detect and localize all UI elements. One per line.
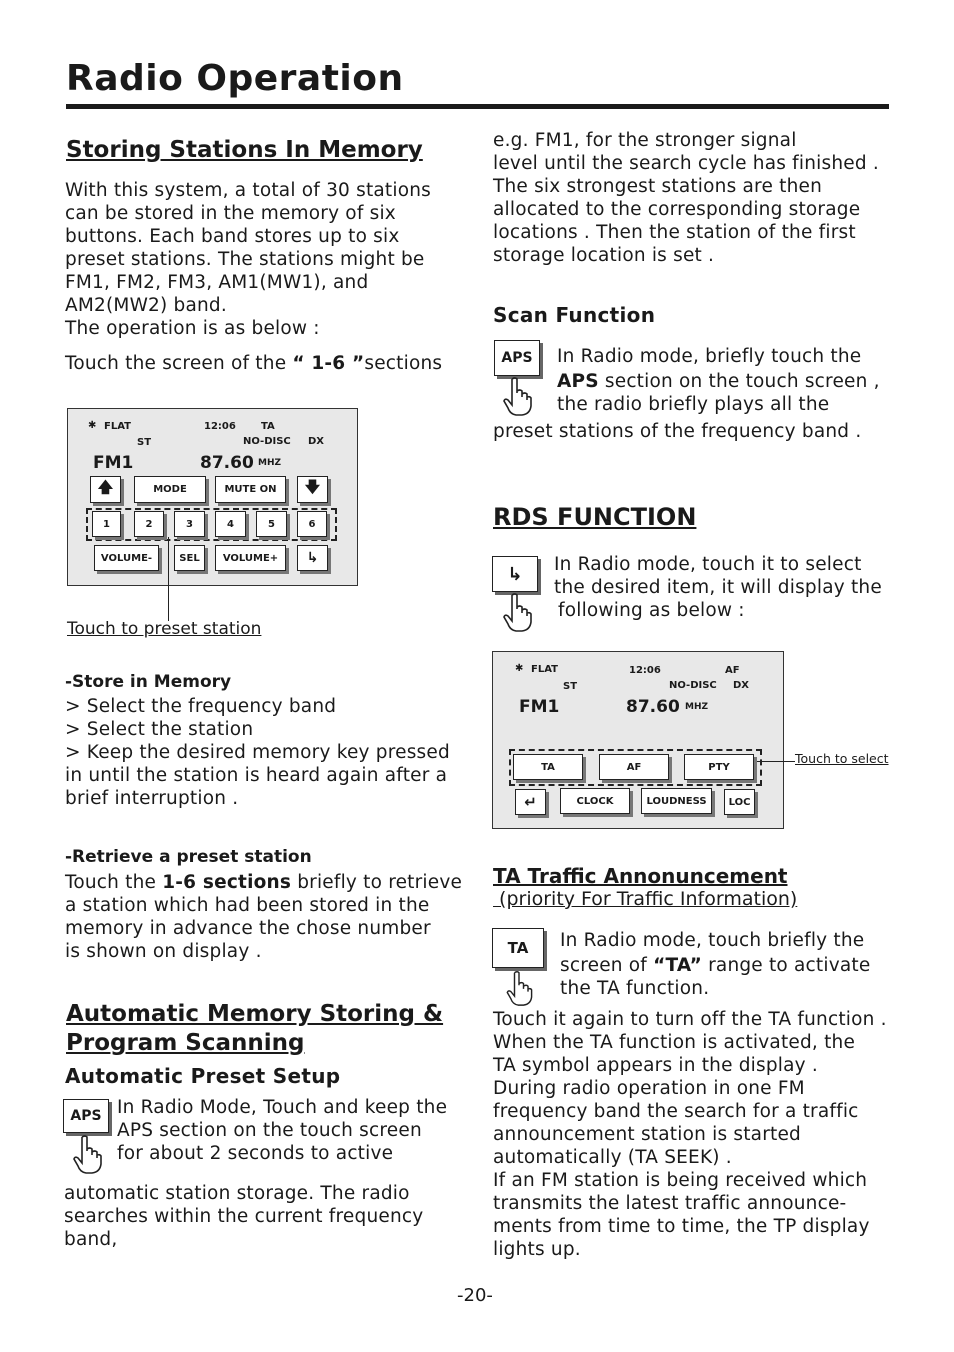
- text-line: brief interruption .: [65, 788, 239, 809]
- text-span: section on the touch screen ,: [598, 371, 880, 392]
- mute-button[interactable]: MUTE ON: [215, 476, 286, 503]
- sel-button[interactable]: SEL: [174, 545, 205, 571]
- bold-span: “ 1-6 ”: [292, 353, 365, 374]
- text-line: can be stored in the memory of six: [65, 203, 396, 224]
- loc-button[interactable]: LOC: [724, 789, 755, 815]
- text-line: In Radio mode, touch it to select: [554, 554, 862, 575]
- pty-button[interactable]: PTY: [684, 754, 754, 780]
- dx-label: DX: [733, 680, 750, 691]
- page-title: Radio Operation: [66, 58, 404, 99]
- text-line: ments from time to time, the TP display: [493, 1216, 870, 1237]
- enter-arrow-icon[interactable]: ↳: [297, 545, 328, 571]
- text-line: In Radio Mode, Touch and keep the: [117, 1097, 448, 1118]
- unit-label: MHZ: [685, 702, 709, 712]
- text-line: in until the station is heard again after a: [65, 765, 448, 786]
- touch-instruction: [65, 352, 442, 375]
- band-label: FM1: [93, 453, 134, 473]
- text-line: lights up.: [493, 1239, 581, 1260]
- aps-paragraph: [117, 1096, 467, 1165]
- scan-paragraph: [557, 345, 897, 416]
- unit-label: MHZ: [258, 458, 282, 468]
- frequency-value: 87.60: [200, 453, 254, 473]
- flat-label: FLAT: [104, 421, 131, 432]
- text-span: range to activate: [702, 955, 871, 976]
- text-line: > Select the frequency band: [65, 696, 337, 717]
- text-line: memory in advance the chose number: [65, 918, 431, 939]
- flat-label: FLAT: [531, 664, 558, 675]
- retrieve-heading: -Retrieve a preset station: [65, 847, 312, 867]
- text-line: the radio briefly plays all the: [557, 394, 830, 415]
- auto-heading-line1: Automatic Memory Storing &: [66, 1001, 444, 1027]
- text-line: The six strongest stations are then: [493, 176, 822, 197]
- bold-span: “TA”: [653, 955, 703, 976]
- volume-up-button[interactable]: VOLUME+: [215, 545, 286, 571]
- text-line: band,: [64, 1229, 118, 1250]
- clock-button[interactable]: CLOCK: [560, 788, 630, 814]
- text-line: With this system, a total of 30 stations: [65, 180, 432, 201]
- text-line: If an FM station is being received which: [493, 1170, 868, 1191]
- rds-paragraph: [554, 553, 899, 622]
- callout-select-label: Touch to select: [795, 751, 889, 766]
- text-line: announcement station is started: [493, 1124, 801, 1145]
- callout-preset-label: Touch to preset station: [67, 619, 262, 639]
- text-line: allocated to the corresponding storage: [493, 199, 861, 220]
- text-line: AM2(MW2) band.: [65, 295, 227, 316]
- preset-button-6[interactable]: 6: [297, 511, 327, 537]
- ta-label: TA: [261, 421, 275, 432]
- text-line: storage location is set .: [493, 245, 715, 266]
- preset-button-4[interactable]: 4: [215, 511, 246, 537]
- text-line: TA symbol appears in the display .: [493, 1055, 818, 1076]
- band-label: FM1: [519, 697, 560, 717]
- text-line: [560, 954, 900, 977]
- preset-button-5[interactable]: 5: [256, 511, 287, 537]
- text-line: In Radio mode, touch briefly the: [560, 930, 865, 951]
- af-button[interactable]: AF: [599, 754, 669, 780]
- store-heading: -Store in Memory: [65, 672, 232, 692]
- ta-button-icon: TA: [492, 928, 544, 968]
- text-span: briefly to retrieve: [291, 872, 463, 893]
- storing-heading: Storing Stations In Memory: [66, 137, 423, 163]
- text-line: [557, 370, 897, 393]
- nodisc-label: NO-DISC: [243, 436, 291, 447]
- ta-heading: TA Traffic Annonuncement: [493, 864, 788, 888]
- callout-line: [168, 537, 169, 621]
- text-span: sections: [364, 353, 443, 374]
- text-line: FM1, FM2, FM3, AM1(MW1), and: [65, 272, 369, 293]
- ta-body-paragraph: [493, 1008, 903, 1261]
- text-line: automatic station storage. The radio: [64, 1183, 410, 1204]
- text-line: [65, 871, 470, 894]
- bold-span: APS: [557, 371, 599, 392]
- nodisc-label: NO-DISC: [669, 680, 717, 691]
- text-line: > Keep the desired memory key pressed: [65, 742, 450, 763]
- auto-heading-line2: Program Scanning: [66, 1030, 305, 1056]
- clock-label: 12:06: [204, 421, 236, 432]
- ta-intro-paragraph: [560, 929, 900, 1000]
- store-steps: [65, 695, 470, 810]
- text-line: In Radio mode, briefly touch the: [557, 346, 862, 367]
- text-line: APS section on the touch screen: [117, 1120, 422, 1141]
- loudness-button[interactable]: LOUDNESS: [641, 788, 712, 814]
- continued-paragraph: [493, 129, 893, 267]
- frequency-value: 87.60: [626, 697, 680, 717]
- bluetooth-icon: ✱: [515, 663, 524, 674]
- hand-pointer-icon: [500, 592, 534, 632]
- ta-subheading: (priority For Traffic Information): [493, 888, 798, 910]
- mode-button[interactable]: MODE: [134, 476, 206, 503]
- bluetooth-icon: ✱: [88, 420, 97, 431]
- dx-label: DX: [308, 436, 325, 447]
- st-label: ST: [563, 681, 578, 692]
- text-span: screen of: [560, 955, 654, 976]
- radio-screen-2: [492, 651, 784, 829]
- text-line: for about 2 seconds to active: [117, 1143, 394, 1164]
- text-line: automatically (TA SEEK) .: [493, 1147, 732, 1168]
- text-line: locations . Then the station of the first: [493, 222, 856, 243]
- title-rule: [66, 104, 889, 109]
- st-label: ST: [137, 437, 152, 448]
- text-line: preset stations. The stations might be: [65, 249, 425, 270]
- hand-pointer-icon: [502, 970, 536, 1006]
- radio-screen-1: [67, 408, 358, 586]
- preset-button-1[interactable]: 1: [92, 511, 121, 537]
- storing-paragraph: [65, 179, 465, 340]
- text-line: transmits the latest traffic announce-: [493, 1193, 847, 1214]
- text-line: frequency band the search for a traffic: [493, 1101, 859, 1122]
- text-line: searches within the current frequency: [64, 1206, 424, 1227]
- preset-setup-heading: Automatic Preset Setup: [65, 1064, 341, 1088]
- text-line: > Select the station: [65, 719, 254, 740]
- text-line: the desired item, it will display the: [554, 577, 882, 598]
- text-line: Touch it again to turn off the TA function .: [493, 1009, 887, 1030]
- text-line: a station which had been stored in the: [65, 895, 430, 916]
- down-arrow-icon[interactable]: 🡇: [297, 476, 328, 503]
- text-line: level until the search cycle has finished .: [493, 153, 879, 174]
- hand-pointer-icon: [500, 376, 534, 416]
- volume-down-button[interactable]: VOLUME-: [94, 545, 159, 571]
- scan-heading: Scan Function: [493, 303, 656, 327]
- text-line: The operation is as below :: [65, 318, 320, 339]
- bold-span: 1-6 sections: [162, 872, 292, 893]
- rds-heading: RDS FUNCTION: [493, 503, 697, 531]
- text-line: following as below :: [558, 600, 745, 621]
- aps-button-icon: APS: [63, 1099, 109, 1133]
- enter-arrow-icon: ↳: [492, 556, 538, 592]
- text-span: Touch the: [65, 872, 163, 893]
- return-arrow-icon[interactable]: ↵: [515, 789, 546, 815]
- aps-tail-paragraph: [64, 1182, 469, 1251]
- ta-button[interactable]: TA: [513, 754, 583, 780]
- text-span: Touch the screen of the: [65, 353, 293, 374]
- af-indicator-label: AF: [725, 665, 740, 676]
- preset-button-2[interactable]: 2: [134, 511, 164, 537]
- preset-button-3[interactable]: 3: [174, 511, 205, 537]
- text-line: When the TA function is activated, the: [493, 1032, 856, 1053]
- text-line: is shown on display .: [65, 941, 262, 962]
- retrieve-paragraph: [65, 871, 470, 963]
- text-line: the TA function.: [560, 978, 710, 999]
- aps-button-icon: APS: [494, 340, 540, 376]
- hand-pointer-icon: [70, 1134, 104, 1174]
- text-line: During radio operation in one FM: [493, 1078, 805, 1099]
- clock-label: 12:06: [629, 665, 661, 676]
- up-arrow-icon[interactable]: 🡅: [90, 476, 121, 503]
- page-number: -20-: [457, 1285, 493, 1306]
- callout-line: [757, 761, 795, 762]
- text-line: buttons. Each band stores up to six: [65, 226, 400, 247]
- text-line: e.g. FM1, for the stronger signal: [493, 130, 797, 151]
- scan-paragraph-tail: preset stations of the frequency band .: [493, 421, 862, 442]
